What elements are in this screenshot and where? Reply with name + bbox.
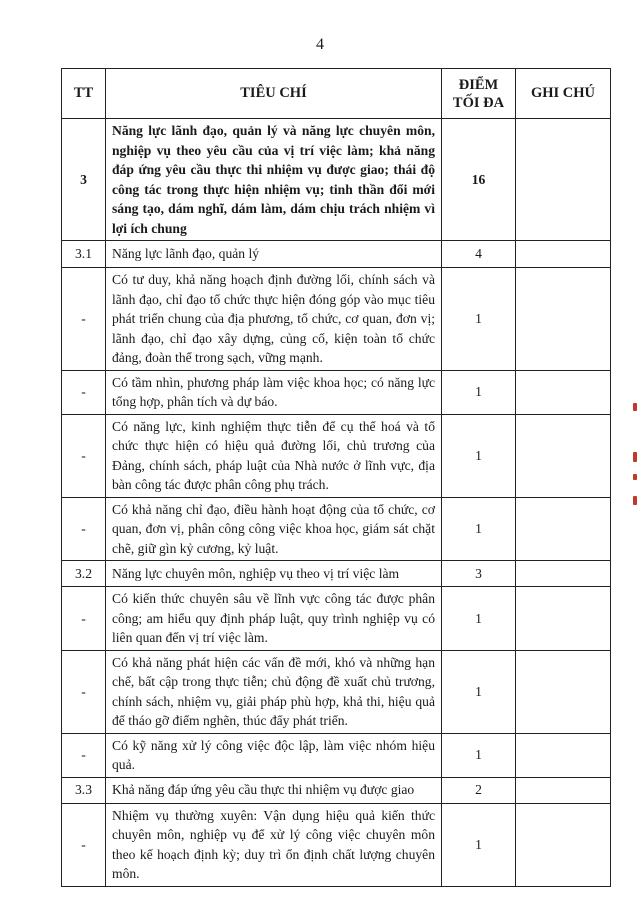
row-note — [516, 777, 611, 803]
table-row — [62, 733, 611, 777]
table-row — [62, 587, 611, 651]
row-note — [516, 241, 611, 268]
row-score: 16 — [442, 119, 516, 241]
row-criterion: Năng lực lãnh đạo, quản lý và năng lực chuyên môn, nghiệp vụ theo yêu cầu của vị trí việc làm; khả năng đáp ứng yêu cầu thực thi nhiệm vụ được giao; thái độ công tác trong thực hiện nhiệm vụ; tinh thần đổi mới sáng tạo, dám nghĩ, dám làm, dám chịu trách nhiệm vì lợi ích chung — [106, 119, 442, 241]
table-row — [62, 777, 611, 803]
row-tt: 3 — [62, 119, 106, 241]
row-note — [516, 268, 611, 371]
row-note — [516, 733, 611, 777]
row-score: 1 — [442, 650, 516, 733]
row-criterion: Có kỹ năng xử lý công việc độc lập, làm việc nhóm hiệu quả. — [106, 733, 442, 777]
table-row — [62, 119, 611, 241]
red-margin-mark — [633, 496, 637, 505]
row-note — [516, 803, 611, 886]
table-row — [62, 370, 611, 414]
row-criterion: Năng lực lãnh đạo, quản lý — [106, 241, 442, 268]
row-note — [516, 370, 611, 414]
row-score: 1 — [442, 803, 516, 886]
row-score: 1 — [442, 414, 516, 497]
row-tt: 3.3 — [62, 777, 106, 803]
header-tt: TT — [62, 69, 106, 119]
row-score: 4 — [442, 241, 516, 268]
row-note — [516, 587, 611, 651]
row-score: 1 — [442, 370, 516, 414]
row-note — [516, 119, 611, 241]
table-row — [62, 268, 611, 371]
table-header-row — [62, 69, 611, 119]
row-note — [516, 414, 611, 497]
red-margin-mark — [633, 474, 637, 480]
row-tt: - — [62, 370, 106, 414]
row-criterion: Có khả năng phát hiện các vấn đề mới, khó và những hạn chế, bất cập trong thực tiễn; chủ động đề xuất chủ trương, chính sách, nhiệm vụ, giải pháp phù hợp, khả thi, hiệu quả để tháo gỡ điểm nghẽn, thúc đẩy phát triển. — [106, 650, 442, 733]
table-row — [62, 650, 611, 733]
header-ghi-chu: GHI CHÚ — [516, 69, 611, 119]
row-criterion: Có tư duy, khả năng hoạch định đường lối, chính sách và lãnh đạo, chỉ đạo tổ chức thực hiện đóng góp vào mục tiêu phát triển chung của địa phương, tổ chức, cơ quan, đơn vị; lãnh đạo, chỉ đạo xây dựng, củng cố, kiện toàn tổ chức đảng, đoàn thể trong sạch, vững mạnh. — [106, 268, 442, 371]
row-score: 1 — [442, 733, 516, 777]
table-row — [62, 561, 611, 587]
row-tt: - — [62, 803, 106, 886]
row-tt: 3.1 — [62, 241, 106, 268]
table-row — [62, 803, 611, 886]
row-tt: - — [62, 414, 106, 497]
table-row — [62, 497, 611, 561]
row-tt: - — [62, 268, 106, 371]
table-row — [62, 414, 611, 497]
row-score: 1 — [442, 587, 516, 651]
row-criterion: Nhiệm vụ thường xuyên: Vận dụng hiệu quả kiến thức chuyên môn, nghiệp vụ để xử lý công việc chuyên môn theo kế hoạch định kỳ; duy trì ổn định chất lượng chuyên môn. — [106, 803, 442, 886]
row-criterion: Năng lực chuyên môn, nghiệp vụ theo vị trí việc làm — [106, 561, 442, 587]
criteria-table — [61, 68, 611, 887]
row-criterion: Có tầm nhìn, phương pháp làm việc khoa học; có năng lực tổng hợp, phân tích và dự báo. — [106, 370, 442, 414]
row-note — [516, 650, 611, 733]
red-margin-mark — [633, 452, 637, 462]
table-row — [62, 241, 611, 268]
row-note — [516, 561, 611, 587]
row-tt: - — [62, 497, 106, 561]
row-score: 1 — [442, 268, 516, 371]
row-tt: - — [62, 650, 106, 733]
row-score: 2 — [442, 777, 516, 803]
row-criterion: Có khả năng chỉ đạo, điều hành hoạt động của tổ chức, cơ quan, đơn vị, phân công công việc khoa học, giám sát chặt chẽ, giữ gìn kỷ cương, kỷ luật. — [106, 497, 442, 561]
header-diem-line2: TỐI ĐA — [452, 94, 505, 111]
row-criterion: Có năng lực, kinh nghiệm thực tiễn để cụ thể hoá và tổ chức thực hiện có hiệu quả đường lối, chủ trương của Đảng, chính sách, pháp luật của Nhà nước ở lĩnh vực, địa bàn công tác được phân công phụ trách. — [106, 414, 442, 497]
header-tieu-chi: TIÊU CHÍ — [106, 69, 442, 119]
row-score: 3 — [442, 561, 516, 587]
page-number: 4 — [316, 36, 324, 53]
row-note — [516, 497, 611, 561]
header-diem-toi-da — [442, 69, 516, 119]
header-diem-line1: ĐIỂM — [458, 76, 499, 93]
row-score: 1 — [442, 497, 516, 561]
row-tt: - — [62, 587, 106, 651]
row-criterion: Khả năng đáp ứng yêu cầu thực thi nhiệm vụ được giao — [106, 777, 442, 803]
red-margin-mark — [633, 403, 637, 411]
row-criterion: Có kiến thức chuyên sâu về lĩnh vực công tác được phân công; am hiểu quy định pháp luật, quy trình nghiệp vụ có liên quan đến vị trí việc làm. — [106, 587, 442, 651]
row-tt: - — [62, 733, 106, 777]
row-tt: 3.2 — [62, 561, 106, 587]
